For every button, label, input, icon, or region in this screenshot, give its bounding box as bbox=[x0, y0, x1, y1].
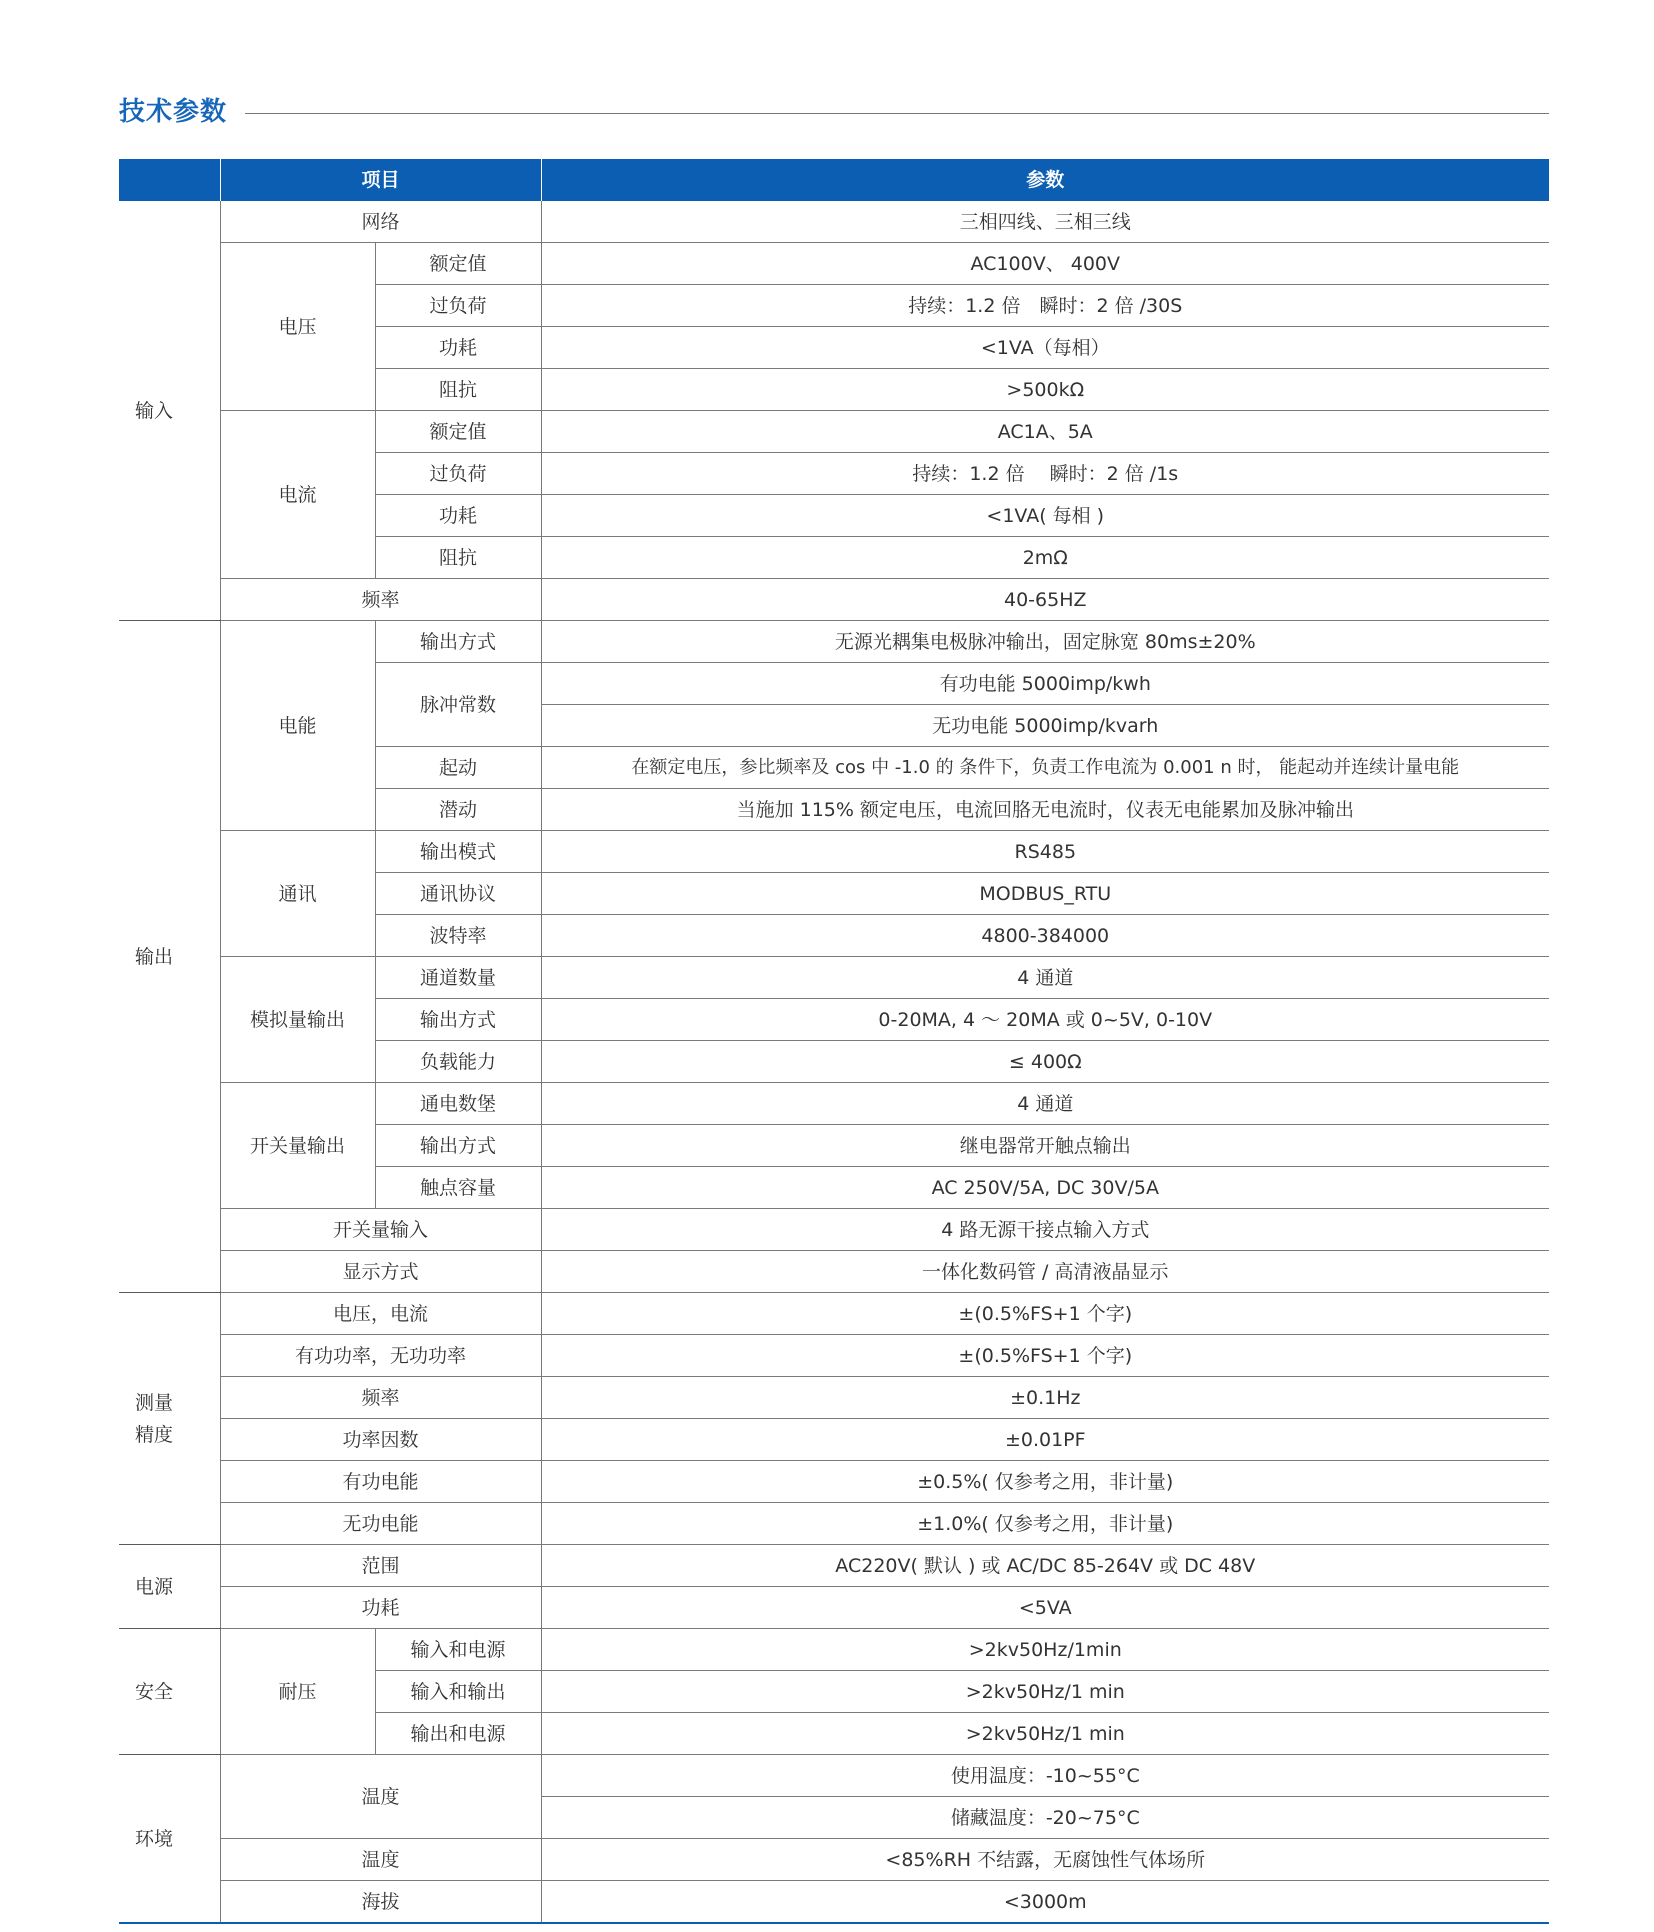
row-label: 输出方式 bbox=[375, 621, 541, 663]
row-value: MODBUS_RTU bbox=[541, 873, 1549, 915]
row-value: 三相四线、三相三线 bbox=[541, 201, 1549, 243]
row-value: AC100V、 400V bbox=[541, 243, 1549, 285]
row-value: 0-20MA, 4 ～ 20MA 或 0~5V, 0-10V bbox=[541, 999, 1549, 1041]
row-value: 4 通道 bbox=[541, 957, 1549, 999]
table-row bbox=[119, 579, 1549, 621]
row-label: 温度 bbox=[220, 1755, 541, 1839]
row-value: <1VA( 每相 ) bbox=[541, 495, 1549, 537]
row-label: 输入和电源 bbox=[375, 1629, 541, 1671]
table-row bbox=[119, 1629, 1549, 1671]
header-blank bbox=[119, 159, 220, 201]
table-row bbox=[119, 1293, 1549, 1335]
group-input: 输入 bbox=[119, 201, 220, 621]
row-label: 输出方式 bbox=[375, 1125, 541, 1167]
row-value: ±1.0%( 仅参考之用，非计量) bbox=[541, 1503, 1549, 1545]
row-value: >2kv50Hz/1min bbox=[541, 1629, 1549, 1671]
subgroup-energy: 电能 bbox=[220, 621, 375, 831]
row-value: 有功电能 5000imp/kwh bbox=[541, 663, 1549, 705]
row-value: >500kΩ bbox=[541, 369, 1549, 411]
row-label: 过负荷 bbox=[375, 285, 541, 327]
row-value: AC220V( 默认 ) 或 AC/DC 85-264V 或 DC 48V bbox=[541, 1545, 1549, 1587]
row-value: 一体化数码管 / 高清液晶显示 bbox=[541, 1251, 1549, 1293]
row-value: 持续：1.2 倍 瞬时：2 倍 /30S bbox=[541, 285, 1549, 327]
table-row bbox=[119, 1335, 1549, 1377]
row-label: 通讯协议 bbox=[375, 873, 541, 915]
group-output: 输出 bbox=[119, 621, 220, 1293]
row-label: 负载能力 bbox=[375, 1041, 541, 1083]
row-value: 4 路无源干接点输入方式 bbox=[541, 1209, 1549, 1251]
group-environment: 环境 bbox=[119, 1755, 220, 1924]
spec-table bbox=[119, 159, 1549, 1924]
row-value: 当施加 115% 额定电压，电流回胳无电流时，仪表无电能累加及脉冲输出 bbox=[541, 789, 1549, 831]
table-row bbox=[119, 1083, 1549, 1125]
row-value: RS485 bbox=[541, 831, 1549, 873]
section-header bbox=[119, 92, 1549, 132]
row-label: 输出模式 bbox=[375, 831, 541, 873]
table-row bbox=[119, 1503, 1549, 1545]
subgroup-voltage: 电压 bbox=[220, 243, 375, 411]
row-label: 频率 bbox=[220, 579, 541, 621]
title-divider bbox=[245, 113, 1549, 114]
table-row bbox=[119, 1587, 1549, 1629]
row-value: 继电器常开触点输出 bbox=[541, 1125, 1549, 1167]
row-value: ±(0.5%FS+1 个字) bbox=[541, 1293, 1549, 1335]
row-value: 无源光耦集电极脉冲输出，固定脉宽 80ms±20% bbox=[541, 621, 1549, 663]
row-value: <3000m bbox=[541, 1881, 1549, 1924]
row-label: 阻抗 bbox=[375, 369, 541, 411]
row-value: ±0.5%( 仅参考之用，非计量) bbox=[541, 1461, 1549, 1503]
row-value: 使用温度：-10~55°C bbox=[541, 1755, 1549, 1797]
group-accuracy-line2: 精度 bbox=[135, 1423, 174, 1446]
table-header-row bbox=[119, 159, 1549, 201]
row-label: 温度 bbox=[220, 1839, 541, 1881]
row-value: ±0.1Hz bbox=[541, 1377, 1549, 1419]
row-label: 阻抗 bbox=[375, 537, 541, 579]
row-value: AC 250V/5A, DC 30V/5A bbox=[541, 1167, 1549, 1209]
subgroup-switch-out: 开关量输出 bbox=[220, 1083, 375, 1209]
row-value: 持续：1.2 倍 瞬时：2 倍 /1s bbox=[541, 453, 1549, 495]
row-label: 输入和输出 bbox=[375, 1671, 541, 1713]
row-label: 输出方式 bbox=[375, 999, 541, 1041]
header-item: 项目 bbox=[220, 159, 541, 201]
table-row bbox=[119, 1377, 1549, 1419]
row-value: ±(0.5%FS+1 个字) bbox=[541, 1335, 1549, 1377]
row-label: 海拔 bbox=[220, 1881, 541, 1924]
row-label: 电压，电流 bbox=[220, 1293, 541, 1335]
table-row bbox=[119, 621, 1549, 663]
table-row bbox=[119, 1461, 1549, 1503]
row-label: 额定值 bbox=[375, 243, 541, 285]
row-value: <85%RH 不结露，无腐蚀性气体场所 bbox=[541, 1839, 1549, 1881]
row-label: 功耗 bbox=[220, 1587, 541, 1629]
row-label: 无功电能 bbox=[220, 1503, 541, 1545]
table-row bbox=[119, 243, 1549, 285]
group-power: 电源 bbox=[119, 1545, 220, 1629]
table-row bbox=[119, 1209, 1549, 1251]
row-value: ≤ 400Ω bbox=[541, 1041, 1549, 1083]
row-label: 功耗 bbox=[375, 327, 541, 369]
row-label: 通道数量 bbox=[375, 957, 541, 999]
table-row bbox=[119, 201, 1549, 243]
row-label: 过负荷 bbox=[375, 453, 541, 495]
row-value: AC1A、5A bbox=[541, 411, 1549, 453]
row-value: 4 通道 bbox=[541, 1083, 1549, 1125]
row-label: 有功电能 bbox=[220, 1461, 541, 1503]
row-value: <1VA（每相） bbox=[541, 327, 1549, 369]
row-label: 开关量输入 bbox=[220, 1209, 541, 1251]
group-accuracy-line1: 测量 bbox=[135, 1391, 174, 1414]
subgroup-current: 电流 bbox=[220, 411, 375, 579]
table-row bbox=[119, 411, 1549, 453]
row-value: ±0.01PF bbox=[541, 1419, 1549, 1461]
row-label: 功率因数 bbox=[220, 1419, 541, 1461]
table-row bbox=[119, 831, 1549, 873]
row-label: 起动 bbox=[375, 747, 541, 789]
row-value: >2kv50Hz/1 min bbox=[541, 1671, 1549, 1713]
subgroup-withstand: 耐压 bbox=[220, 1629, 375, 1755]
header-param: 参数 bbox=[541, 159, 1549, 201]
row-label: 脉冲常数 bbox=[375, 663, 541, 747]
row-label: 波特率 bbox=[375, 915, 541, 957]
section-title: 技术参数 bbox=[119, 97, 228, 127]
row-value: 在额定电压，参比频率及 cos 中 -1.0 的 条件下，负责工作电流为 0.001 n 时， 能起动并连续计量电能 bbox=[541, 747, 1549, 789]
table-row bbox=[119, 1881, 1549, 1924]
row-value: 2mΩ bbox=[541, 537, 1549, 579]
row-label: 潜动 bbox=[375, 789, 541, 831]
row-label: 触点容量 bbox=[375, 1167, 541, 1209]
subgroup-comm: 通讯 bbox=[220, 831, 375, 957]
table-row bbox=[119, 1755, 1549, 1797]
row-value: 储藏温度：-20~75°C bbox=[541, 1797, 1549, 1839]
row-label: 显示方式 bbox=[220, 1251, 541, 1293]
row-value: 40-65HZ bbox=[541, 579, 1549, 621]
row-label: 有功功率，无功功率 bbox=[220, 1335, 541, 1377]
table-row bbox=[119, 1839, 1549, 1881]
row-label: 功耗 bbox=[375, 495, 541, 537]
row-value: 无功电能 5000imp/kvarh bbox=[541, 705, 1549, 747]
row-label: 范围 bbox=[220, 1545, 541, 1587]
row-label: 网络 bbox=[220, 201, 541, 243]
row-value: 4800-384000 bbox=[541, 915, 1549, 957]
group-accuracy bbox=[119, 1293, 220, 1545]
table-row bbox=[119, 1419, 1549, 1461]
table-row bbox=[119, 1545, 1549, 1587]
row-label: 额定值 bbox=[375, 411, 541, 453]
table-row bbox=[119, 957, 1549, 999]
row-label: 频率 bbox=[220, 1377, 541, 1419]
row-label: 输出和电源 bbox=[375, 1713, 541, 1755]
subgroup-analog: 模拟量输出 bbox=[220, 957, 375, 1083]
row-label: 通电数堡 bbox=[375, 1083, 541, 1125]
row-value: >2kv50Hz/1 min bbox=[541, 1713, 1549, 1755]
table-row bbox=[119, 1251, 1549, 1293]
row-value: <5VA bbox=[541, 1587, 1549, 1629]
group-safety: 安全 bbox=[119, 1629, 220, 1755]
